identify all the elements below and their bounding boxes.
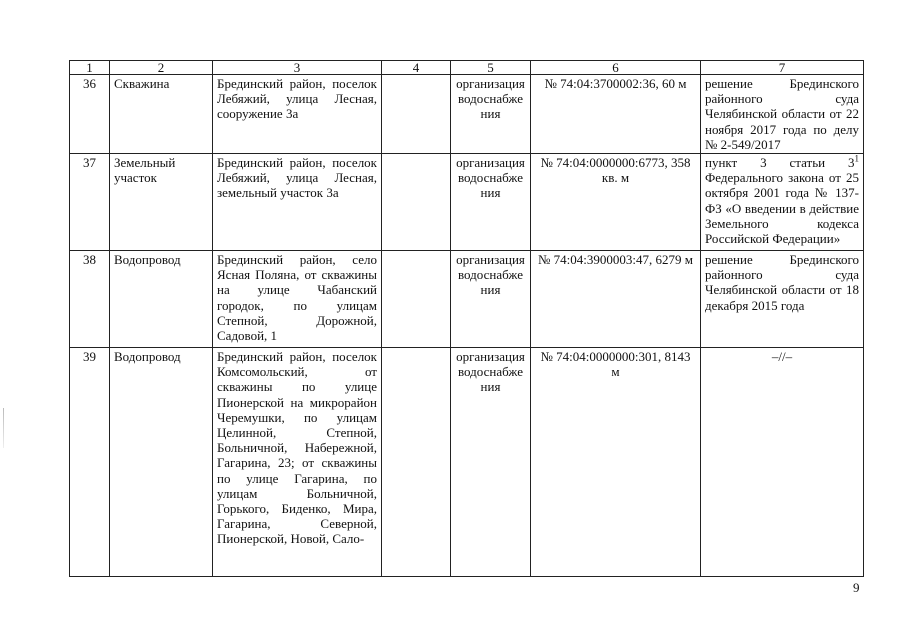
object-name: Земельный участок xyxy=(110,154,213,251)
empty-cell xyxy=(382,348,451,577)
row-number: 38 xyxy=(70,251,110,348)
column-header: 3 xyxy=(213,61,382,75)
object-location: Брединский район, село Ясная Поляна, от скважины на улице Чабанский городок, по улицам Степной, Дорожной, Садовой, 1 xyxy=(213,251,382,348)
column-number-row xyxy=(70,61,864,75)
scan-margin-mark xyxy=(3,408,4,448)
row-number: 36 xyxy=(70,75,110,154)
object-name: Водопровод xyxy=(110,348,213,577)
owner-organization: организация водоснабжения xyxy=(451,75,531,154)
legal-basis xyxy=(701,154,864,251)
object-location-cell xyxy=(213,348,382,577)
column-header: 2 xyxy=(110,61,213,75)
object-name: Водопровод xyxy=(110,251,213,348)
page-number: 9 xyxy=(853,580,860,595)
empty-cell xyxy=(382,251,451,348)
table-row xyxy=(70,251,864,348)
column-header: 6 xyxy=(531,61,701,75)
object-location: Брединский район, поселок Комсомольский, от скважины по улице Пионерской на микрорайон Черемушки, по улицам Целинной, Степной, Больничной, Набережной, Гагарина, 23; от скважины по улице Гагарина, по улицам Больничной, Горького, Биденко, Мира, Гагарина, Северной, Пионерской, Новой, Сало- xyxy=(217,349,377,547)
empty-cell xyxy=(382,154,451,251)
legal-basis-superscript: 1 xyxy=(854,153,859,164)
row-number: 39 xyxy=(70,348,110,577)
table-row xyxy=(70,154,864,251)
owner-organization: организация водоснабжения xyxy=(451,348,531,577)
table-row xyxy=(70,348,864,577)
column-header: 7 xyxy=(701,61,864,75)
column-header: 5 xyxy=(451,61,531,75)
cadastral-number: № 74:04:3900003:47, 6279 м xyxy=(531,251,701,348)
object-location: Брединский район, поселок Лебяжий, улица Лесная, земельный участок 3а xyxy=(213,154,382,251)
legal-basis: –//– xyxy=(701,348,864,577)
cadastral-number: № 74:04:0000000:301, 8143 м xyxy=(531,348,701,577)
object-location: Брединский район, поселок Лебяжий, улица Лесная, сооружение 3а xyxy=(213,75,382,154)
legal-basis: решение Брединского районного суда Челябинской области от 18 декабря 2015 года xyxy=(701,251,864,348)
owner-organization: организация водоснабжения xyxy=(451,154,531,251)
row-number: 37 xyxy=(70,154,110,251)
column-header: 4 xyxy=(382,61,451,75)
document-table xyxy=(69,60,864,577)
legal-basis: решение Брединского районного суда Челябинской области от 22 ноября 2017 года по делу № 2-549/2017 xyxy=(701,75,864,154)
legal-basis-prefix: пункт 3 статьи 3 xyxy=(705,155,855,171)
owner-organization: организация водоснабжения xyxy=(451,251,531,348)
empty-cell xyxy=(382,75,451,154)
legal-basis-rest: Федерального закона от 25 октября 2001 года № 137-ФЗ «О введении в действие Земельного кодекса Российской Федерации» xyxy=(705,170,859,247)
table-row xyxy=(70,75,864,154)
cadastral-number: № 74:04:3700002:36, 60 м xyxy=(531,75,701,154)
object-name: Скважина xyxy=(110,75,213,154)
cadastral-number: № 74:04:0000000:6773, 358 кв. м xyxy=(531,154,701,251)
column-header: 1 xyxy=(70,61,110,75)
